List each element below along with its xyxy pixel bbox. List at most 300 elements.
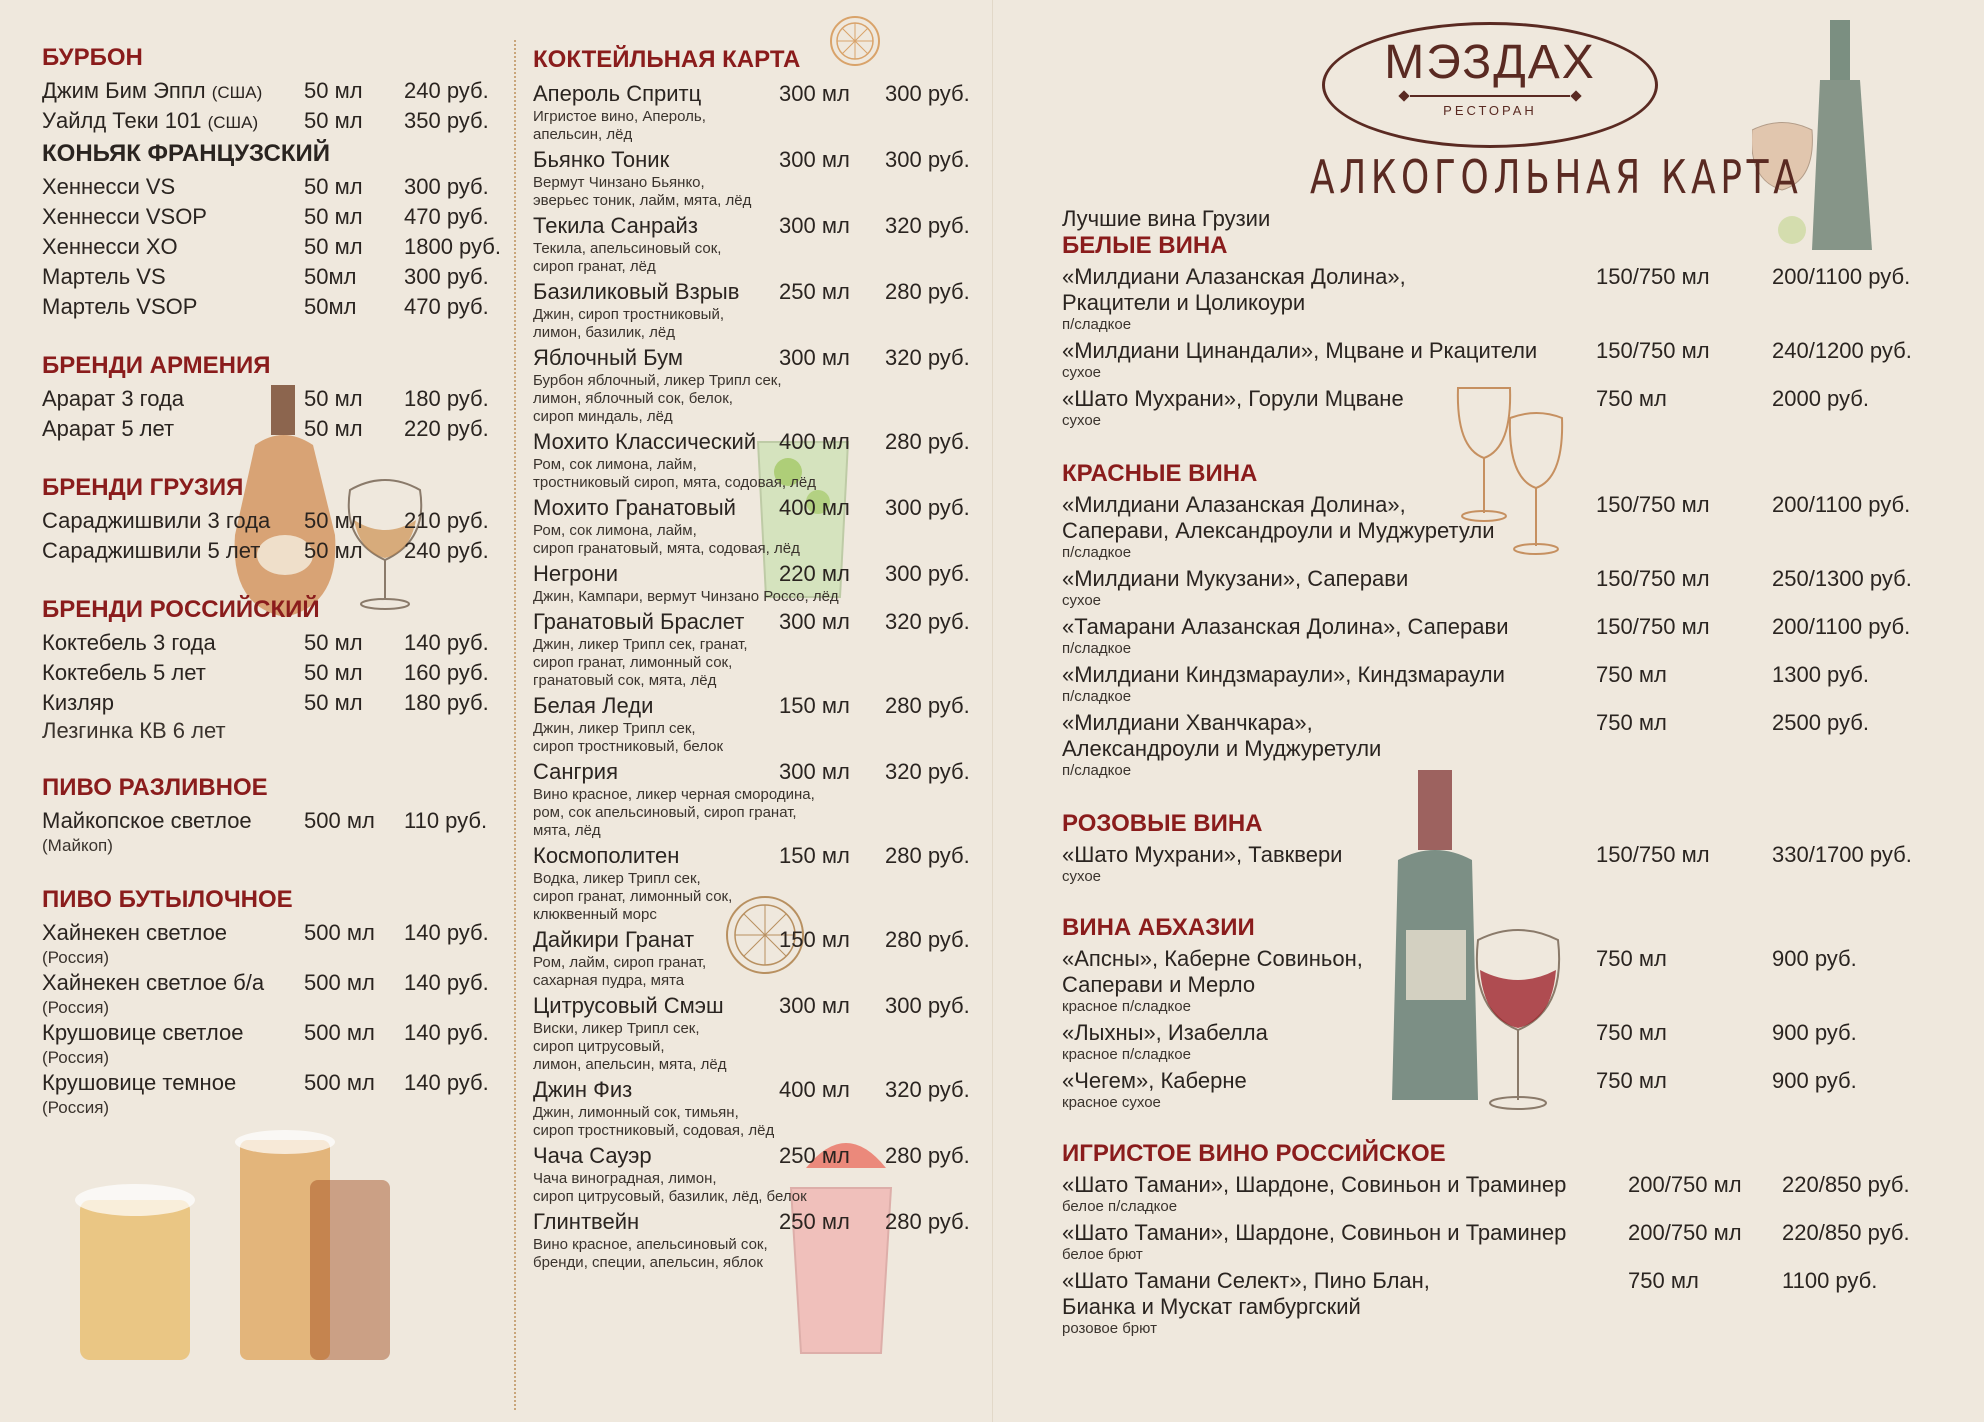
cocktail-name: Апероль Спритц (533, 81, 702, 106)
menu-row (42, 506, 512, 536)
item-name-text: Уайлд Теки 101 (42, 108, 202, 133)
wine-name (1062, 1068, 1582, 1094)
cocktail-price: 280 руб. (885, 693, 970, 718)
item-name (42, 658, 206, 688)
wine-volume: 750 мл (1596, 946, 1667, 971)
wine-volume: 150/750 мл (1596, 492, 1710, 517)
ingredient-line: Джин, Кампари, вермут Чинзано Россо, лёд (533, 588, 839, 605)
wine-type: п/сладкое (1062, 762, 1132, 779)
item-volume: 50 мл (304, 174, 363, 199)
cocktail-name: Глинтвейн (533, 1209, 640, 1234)
ingredient-line: Вино красное, ликер черная смородина, (533, 786, 815, 803)
ingredient-line: Бурбон яблочный, ликер Трипл сек, (533, 372, 782, 389)
ingredient-line: Джин, лимонный сок, тимьян, (533, 1104, 739, 1121)
item-origin: (США) (211, 83, 263, 102)
ingredient-line: сироп тростниковый, содовая, лёд (533, 1122, 775, 1139)
cocktail-volume: 400 мл (779, 1077, 850, 1102)
wine-name-line: «Апсны», Каберне Совиньон, (1062, 946, 1363, 971)
item-volume: 500 мл (304, 808, 375, 833)
cocktail-column (533, 0, 978, 1274)
item-volume: 500 мл (304, 920, 375, 945)
cocktail-volume: 300 мл (779, 147, 850, 172)
item-volume: 50мл (304, 294, 357, 319)
item-price: 1800 руб. (404, 234, 502, 259)
cocktail-name: Негрони (533, 561, 619, 586)
wine-type: красное п/сладкое (1062, 1046, 1191, 1063)
item-price: 300 руб. (404, 264, 489, 289)
wine-section-title: ВИНА АБХАЗИИ (1062, 914, 1255, 941)
wine-name-line: «Шато Мухрани», Горули Мцване (1062, 386, 1404, 411)
cocktail-volume: 300 мл (779, 213, 850, 238)
menu-row (42, 202, 512, 232)
wine-item (1062, 946, 1962, 1016)
cocktail-volume: 400 мл (779, 429, 850, 454)
item-volume: 50 мл (304, 660, 363, 685)
cocktail-item (533, 1142, 978, 1206)
wine-intro: Лучшие вина Грузии (1062, 206, 1271, 231)
logo-name: МЭЗДАХ (1384, 36, 1596, 89)
cocktail-item (533, 278, 978, 342)
ingredient-line: Ром, лайм, сироп гранат, (533, 954, 707, 971)
wine-volume: 150/750 мл (1596, 842, 1710, 867)
wine-volume: 150/750 мл (1596, 614, 1710, 639)
item-name-text: Мартель VSOP (42, 294, 198, 319)
item-name (42, 106, 258, 138)
ingredient-line: клюквенный морс (533, 906, 657, 923)
wine-type: п/сладкое (1062, 316, 1132, 333)
item-price: 140 руб. (404, 1020, 489, 1045)
wine-type: п/сладкое (1062, 544, 1132, 561)
cocktail-volume: 150 мл (779, 927, 850, 952)
item-name-text: Хайнекен светлое б/а (42, 970, 265, 995)
wine-price: 240/1200 руб. (1772, 338, 1912, 363)
wine-type: розовое брют (1062, 1320, 1157, 1337)
wine-name-line: «Милдиани Хванчкара», (1062, 710, 1313, 735)
item-name (42, 806, 252, 836)
item-price: 140 руб. (404, 630, 489, 655)
wine-name (1062, 1268, 1612, 1320)
ingredient-line: лимон, яблочный сок, белок, (533, 390, 733, 407)
item-price: 110 руб. (404, 808, 488, 833)
ingredient-line: Водка, ликер Трипл сек, (533, 870, 701, 887)
wine-item (1062, 492, 1962, 562)
cocktail-name: Белая Леди (533, 693, 654, 718)
menu-row (42, 688, 512, 718)
item-name (42, 688, 114, 718)
wine-name-line: «Шато Тамани», Шардоне, Совиньон и Траминер (1062, 1220, 1567, 1245)
wine-type: сухое (1062, 412, 1102, 429)
wine-name (1062, 338, 1582, 364)
item-name (42, 536, 260, 566)
ingredient-line: Ром, сок лимона, лайм, (533, 522, 697, 539)
wine-type: сухое (1062, 364, 1102, 381)
menu-row (42, 172, 512, 202)
cocktail-row (533, 560, 978, 588)
wine-price: 220/850 руб. (1782, 1220, 1910, 1245)
cocktail-item (533, 428, 978, 492)
section-title: ПИВО РАЗЛИВНОЕ (42, 774, 268, 801)
ingredient-line: эверьес тоник, лайм, мята, лёд (533, 192, 752, 209)
cocktail-row (533, 1142, 978, 1170)
beer-mugs-illustration (60, 1120, 420, 1380)
ingredient-line: сироп гранатовый, мята, содовая, лёд (533, 540, 800, 557)
cocktail-price: 280 руб. (885, 1209, 970, 1234)
wine-volume: 750 мл (1596, 386, 1667, 411)
ingredient-line: апельсин, лёд (533, 126, 633, 143)
ingredient-line: сироп гранат, лимонный сок, (533, 654, 733, 671)
wine-section-title: КРАСНЫЕ ВИНА (1062, 460, 1258, 487)
cocktail-volume: 220 мл (779, 561, 850, 586)
menu-row (42, 232, 512, 262)
cocktail-row (533, 1208, 978, 1236)
item-name-text: Майкопское светлое (42, 808, 252, 833)
ingredient-line: Виски, ликер Трипл сек, (533, 1020, 700, 1037)
item-price: 140 руб. (404, 920, 489, 945)
item-volume: 50 мл (304, 416, 363, 441)
cocktail-ingredients (533, 870, 873, 924)
cocktail-row (533, 608, 978, 636)
wine-name-line: «Милдиани Цинандали», Мцване и Ркацители (1062, 338, 1538, 363)
ingredient-line: сироп цитрусовый, (533, 1038, 665, 1055)
item-name-text: Хайнекен светлое (42, 920, 228, 945)
item-price: 470 руб. (404, 294, 489, 319)
wine-volume: 200/750 мл (1628, 1172, 1742, 1197)
item-name (42, 232, 178, 262)
wine-volume: 150/750 мл (1596, 566, 1710, 591)
item-name (42, 172, 175, 202)
item-subtitle: Лезгинка КВ 6 лет (42, 718, 226, 743)
cocktail-row (533, 146, 978, 174)
ingredient-line: лимон, апельсин, мята, лёд (533, 1056, 727, 1073)
item-subtitle: (Россия) (42, 1048, 110, 1067)
cocktail-row (533, 344, 978, 372)
cocktail-ingredients (533, 456, 873, 492)
wine-section-title: ИГРИСТОЕ ВИНО РОССИЙСКОЕ (1062, 1140, 1446, 1167)
wine-name (1062, 1020, 1582, 1046)
column-divider (514, 40, 516, 1410)
item-name-text: Коктебель 3 года (42, 630, 216, 655)
cocktail-name: Дайкири Гранат (533, 927, 695, 952)
wine-name-line: «Милдиани Алазанская Долина», (1062, 264, 1406, 289)
section-title: БРЕНДИ АРМЕНИЯ (42, 352, 271, 379)
cocktail-ingredients (533, 372, 873, 426)
menu-row (42, 536, 512, 566)
item-name (42, 918, 227, 948)
cocktail-volume: 250 мл (779, 1143, 850, 1168)
wine-item (1062, 386, 1962, 430)
item-name-text: Крушовице светлое (42, 1020, 244, 1045)
wine-item (1062, 566, 1962, 610)
ingredient-line: сироп миндаль, лёд (533, 408, 673, 425)
cocktail-list (533, 80, 978, 1272)
menu-row (42, 414, 512, 444)
menu-row (42, 1018, 512, 1048)
cocktail-ingredients (533, 636, 873, 690)
item-price: 300 руб. (404, 174, 489, 199)
item-price: 140 руб. (404, 970, 489, 995)
cocktail-volume: 300 мл (779, 81, 850, 106)
wine-item (1062, 1068, 1962, 1112)
item-volume: 50 мл (304, 78, 363, 103)
wine-price: 200/1100 руб. (1772, 492, 1911, 517)
item-name (42, 384, 184, 414)
cocktail-ingredients (533, 306, 873, 342)
wine-price: 900 руб. (1772, 1020, 1857, 1045)
wine-price: 250/1300 руб. (1772, 566, 1912, 591)
cocktail-price: 300 руб. (885, 81, 970, 106)
cocktail-volume: 400 мл (779, 495, 850, 520)
item-price: 220 руб. (404, 416, 489, 441)
item-price: 240 руб. (404, 78, 489, 103)
cocktail-ingredients (533, 954, 873, 990)
cocktail-item (533, 1076, 978, 1140)
item-price: 240 руб. (404, 538, 489, 563)
wine-name (1062, 710, 1582, 762)
cocktail-item (533, 842, 978, 924)
cocktail-row (533, 212, 978, 240)
wine-price: 2000 руб. (1772, 386, 1870, 411)
cocktail-name: Гранатовый Браслет (533, 609, 745, 634)
wine-volume: 750 мл (1596, 1020, 1667, 1045)
item-volume: 50 мл (304, 538, 363, 563)
item-name-text: Сараджишвили 3 года (42, 508, 271, 533)
logo-rule (1410, 95, 1570, 97)
wine-item (1062, 614, 1962, 658)
item-price: 160 руб. (404, 660, 489, 685)
item-origin: (США) (207, 113, 259, 132)
wine-item (1062, 1172, 1962, 1216)
wine-item (1062, 1268, 1962, 1338)
ingredient-line: Ром, сок лимона, лайм, (533, 456, 697, 473)
ingredient-line: сироп тростниковый, белок (533, 738, 724, 755)
ingredient-line: бренди, специи, апельсин, яблок (533, 1254, 763, 1271)
item-name (42, 506, 270, 536)
wine-name-line: «Милдиани Алазанская Долина», (1062, 492, 1406, 517)
item-name-text: Кизляр (42, 690, 114, 715)
menu-row (42, 918, 512, 948)
cocktail-name: Сангрия (533, 759, 618, 784)
cocktail-ingredients (533, 108, 873, 144)
wine-type: п/сладкое (1062, 640, 1132, 657)
item-name (42, 76, 262, 108)
cocktail-item (533, 344, 978, 426)
wine-name (1062, 386, 1582, 412)
wine-volume: 750 мл (1596, 710, 1667, 735)
item-name-text: Крушовице темное (42, 1070, 237, 1095)
item-name (42, 262, 166, 292)
cocktail-item (533, 692, 978, 756)
wine-name (1062, 492, 1582, 544)
section-title: ПИВО БУТЫЛОЧНОЕ (42, 886, 293, 913)
cocktail-price: 300 руб. (885, 561, 970, 586)
cocktail-ingredients (533, 522, 873, 558)
wine-name (1062, 662, 1582, 688)
section-title: БРЕНДИ ГРУЗИЯ (42, 474, 244, 501)
cocktail-price: 320 руб. (885, 1077, 970, 1102)
wine-section-title: БЕЛЫЕ ВИНА (1062, 232, 1228, 259)
ingredient-line: сироп цитрусовый, базилик, лёд, белок (533, 1188, 807, 1205)
cocktail-name: Цитрусовый Смэш (533, 993, 724, 1018)
item-volume: 50 мл (304, 234, 363, 259)
cocktail-price: 280 руб. (885, 927, 970, 952)
item-volume: 50 мл (304, 630, 363, 655)
item-name-text: Сараджишвили 5 лет (42, 538, 261, 563)
wine-price: 1100 руб. (1782, 1268, 1878, 1293)
ingredient-line: тростниковый сироп, мята, содовая, лёд (533, 474, 817, 491)
cocktail-row (533, 758, 978, 786)
wine-name-line: «Шато Тамани Селект», Пино Блан, (1062, 1268, 1430, 1293)
wine-section-title: РОЗОВЫЕ ВИНА (1062, 810, 1263, 837)
cocktail-price: 320 руб. (885, 213, 970, 238)
menu-row (42, 292, 512, 322)
cocktail-name: Текила Санрайз (533, 213, 698, 238)
wine-item (1062, 662, 1962, 706)
ingredient-line: Джин, сироп тростниковый, (533, 306, 725, 323)
item-name-text: Хеннесси VSOP (42, 204, 207, 229)
item-subtitle: (Россия) (42, 948, 110, 967)
item-volume: 50 мл (304, 690, 363, 715)
item-subtitle: (Россия) (42, 1098, 110, 1117)
menu-row (42, 384, 512, 414)
cocktail-volume: 150 мл (779, 693, 850, 718)
item-volume: 50мл (304, 264, 357, 289)
cocktail-item (533, 758, 978, 840)
ingredient-line: Текила, апельсиновый сок, (533, 240, 722, 257)
ingredient-line: Джин, ликер Трипл сек, (533, 720, 696, 737)
cocktail-name: Чача Сауэр (533, 1143, 652, 1168)
menu-row (42, 806, 512, 836)
cocktail-row (533, 428, 978, 456)
cocktail-name: Яблочный Бум (533, 345, 683, 370)
ingredient-line: гранатовый сок, мята, лёд (533, 672, 717, 689)
cocktail-ingredients (533, 1020, 873, 1074)
section-title: БРЕНДИ РОССИЙСКИЙ (42, 596, 320, 623)
wine-type: сухое (1062, 868, 1102, 885)
cocktail-price: 280 руб. (885, 279, 970, 304)
wine-volume: 150/750 мл (1596, 338, 1710, 363)
cocktail-price: 300 руб. (885, 147, 970, 172)
ingredient-line: сахарная пудра, мята (533, 972, 685, 989)
ingredient-line: мята, лёд (533, 822, 601, 839)
logo-subtitle: РЕСТОРАН (1443, 103, 1537, 118)
cocktail-ingredients (533, 1236, 873, 1272)
wine-sections (1062, 232, 1962, 1338)
wine-name-line: Бианка и Мускат гамбургский (1062, 1294, 1361, 1319)
cocktail-price: 300 руб. (885, 993, 970, 1018)
cocktail-ingredients (533, 240, 873, 276)
cocktail-item (533, 992, 978, 1074)
cocktail-price: 320 руб. (885, 609, 970, 634)
cocktail-ingredients (533, 1104, 873, 1140)
cocktail-item (533, 1208, 978, 1272)
ingredient-line: сироп гранат, лимонный сок, (533, 888, 733, 905)
cocktail-volume: 300 мл (779, 345, 850, 370)
ingredient-line: Игристое вино, Апероль, (533, 108, 706, 125)
ingredient-line: Чача виноградная, лимон, (533, 1170, 717, 1187)
cocktail-price: 280 руб. (885, 429, 970, 454)
restaurant-logo (1322, 22, 1658, 148)
menu-row (42, 106, 512, 136)
wine-volume: 750 мл (1628, 1268, 1699, 1293)
cocktail-name: Мохито Гранатовый (533, 495, 736, 520)
wine-type: белое п/сладкое (1062, 1198, 1178, 1215)
item-price: 210 руб. (404, 508, 489, 533)
cocktail-ingredients (533, 174, 873, 210)
wine-name-line: «Шато Тамани», Шардоне, Совиньон и Траминер (1062, 1172, 1567, 1197)
cocktail-row (533, 80, 978, 108)
menu-row (42, 1068, 512, 1098)
item-name (42, 202, 207, 232)
cocktail-volume: 300 мл (779, 609, 850, 634)
cocktail-item (533, 560, 978, 606)
cocktail-row (533, 692, 978, 720)
wine-type: красное сухое (1062, 1094, 1161, 1111)
item-price: 180 руб. (404, 386, 489, 411)
wine-name (1062, 842, 1582, 868)
wine-price: 900 руб. (1772, 1068, 1857, 1093)
wine-item (1062, 338, 1962, 382)
section-title: КОНЬЯК ФРАНЦУЗСКИЙ (42, 140, 330, 167)
cocktail-ingredients (533, 1170, 873, 1206)
wine-price: 900 руб. (1772, 946, 1857, 971)
cocktail-row (533, 1076, 978, 1104)
cocktail-name: Мохито Классический (533, 429, 757, 454)
wine-name (1062, 566, 1582, 592)
cocktail-item (533, 80, 978, 144)
wine-item (1062, 842, 1962, 886)
cocktail-item (533, 146, 978, 210)
menu-row (42, 658, 512, 688)
item-price: 140 руб. (404, 1070, 489, 1095)
wine-price: 1300 руб. (1772, 662, 1870, 687)
wine-type: сухое (1062, 592, 1102, 609)
wine-name (1062, 946, 1582, 998)
wine-column (1062, 206, 1962, 1342)
spirits-beer-column (42, 0, 512, 1118)
wine-item (1062, 1020, 1962, 1064)
ingredient-line: сироп гранат, лёд (533, 258, 656, 275)
item-price: 180 руб. (404, 690, 489, 715)
item-name (42, 414, 174, 444)
cocktail-price: 320 руб. (885, 345, 970, 370)
item-name (42, 1068, 236, 1098)
cocktail-name: Базиликовый Взрыв (533, 279, 740, 304)
cocktail-volume: 300 мл (779, 993, 850, 1018)
item-name-text: Коктебель 5 лет (42, 660, 206, 685)
menu-row (42, 628, 512, 658)
item-price: 470 руб. (404, 204, 489, 229)
cocktail-price: 280 руб. (885, 1143, 970, 1168)
menu-row (42, 968, 512, 998)
ingredient-line: Вино красное, апельсиновый сок, (533, 1236, 768, 1253)
ingredient-line: Джин, ликер Трипл сек, гранат, (533, 636, 748, 653)
wine-volume: 150/750 мл (1596, 264, 1710, 289)
cocktail-price: 300 руб. (885, 495, 970, 520)
item-volume: 50 мл (304, 508, 363, 533)
item-name-text: Мартель VS (42, 264, 166, 289)
wine-name-line: Саперави и Мерло (1062, 972, 1256, 997)
item-price: 350 руб. (404, 108, 489, 133)
wine-name (1062, 264, 1582, 316)
item-name (42, 1018, 243, 1048)
wine-type: п/сладкое (1062, 688, 1132, 705)
wine-price: 200/1100 руб. (1772, 264, 1911, 289)
item-volume: 500 мл (304, 1070, 375, 1095)
wine-name-line: Александроули и Муджуретули (1062, 736, 1382, 761)
wine-type: красное п/сладкое (1062, 998, 1191, 1015)
wine-name-line: «Тамарани Алазанская Долина», Саперави (1062, 614, 1509, 639)
cocktail-price: 320 руб. (885, 759, 970, 784)
